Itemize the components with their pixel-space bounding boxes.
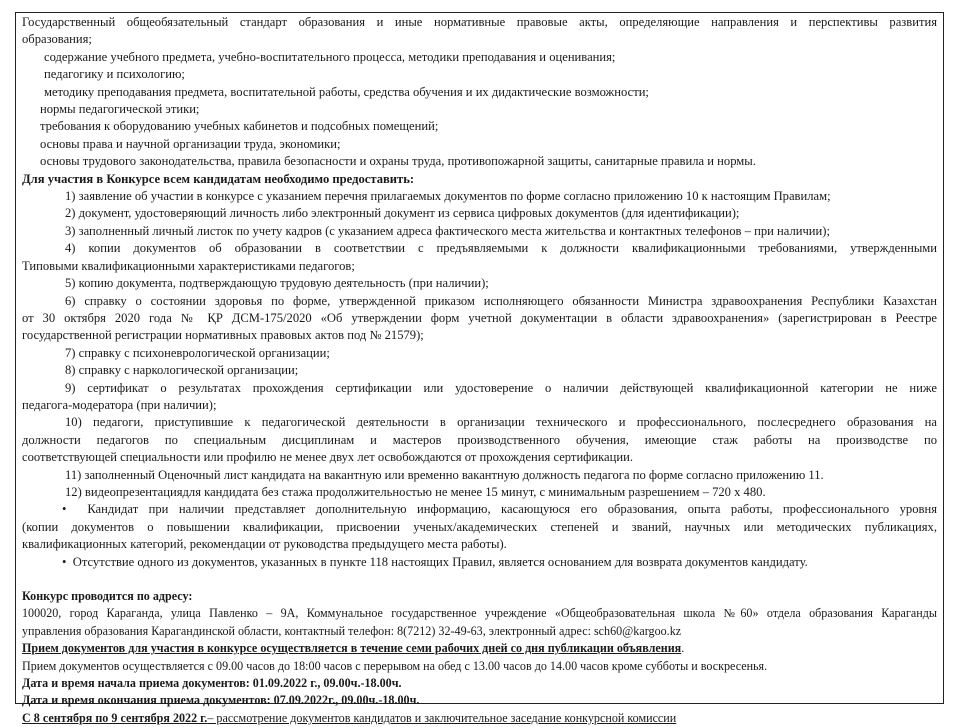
bullet-item xyxy=(22,554,937,571)
requirement-line: соответствующей специальности или профилю не менее двух лет освобождаются от прохождения сертификации. xyxy=(22,450,633,465)
knowledge-item: требования к оборудованию учебных кабинетов и подсобных помещений; xyxy=(40,119,439,134)
requirement-line: Типовыми квалификационными характеристиками педагогов; xyxy=(22,258,355,273)
requirement-item: 11) заполненный Оценочный лист кандидата на вакантную или временно вакантную должность педагога по форме согласно приложению 11. xyxy=(65,467,824,482)
end-date: Дата и время окончания приема документов: 07.09.2022г., 09.00ч.-18.00ч. xyxy=(22,693,420,708)
requirement-item: 8) справку с наркологической организации; xyxy=(65,363,299,378)
requirement-line: педагога-модератора (при наличии); xyxy=(22,397,217,412)
requirement-item: 12) видеопрезентациядля кандидата без стажа продолжительностью не менее 15 минут, с минимальным разрешением – 720 х 480. xyxy=(65,484,766,499)
address-text: управления образования Карагандинской области, контактный телефон: 8(7212) 32-49-63, электронный адрес: xyxy=(22,623,594,638)
requirement-item: 1) заявление об участии в конкурсе с указанием перечня прилагаемых документов по форме согласно приложению 10 к настоящим Правилам; xyxy=(65,189,831,204)
spacer xyxy=(22,571,937,588)
knowledge-list xyxy=(22,49,937,171)
review-dates-text: – рассмотрение документов кандидатов и заключительное заседание конкурсной комиссии xyxy=(207,710,677,725)
bullet-icon: • xyxy=(62,554,73,569)
knowledge-item: методику преподавания предмета, воспитательной работы, средства обучения и их дидактические возможности; xyxy=(44,84,649,99)
bullet-line: (копии документов о повышении квалификации, присвоении ученых/академических степеней и званий, научных или методических публикациях, xyxy=(22,519,937,534)
review-dates xyxy=(22,710,937,727)
document-page xyxy=(15,12,944,725)
intro-line: образования; xyxy=(22,32,92,47)
requirement-line: 6) справку о состоянии здоровья по форме, утвержденной приказом исполняющего обязанности Министра здравоохранения Республики Казахстан xyxy=(65,293,937,308)
requirement-item xyxy=(22,240,937,275)
intro-line: Государственный общеобязательный стандарт образования и иные нормативные правовые акты, определяющие направления и перспективы развития xyxy=(22,15,937,29)
bullet-text: Отсутствие одного из документов, указанных в пункте 118 настоящих Правил, является основанием для возврата документов кандидату. xyxy=(72,554,808,569)
acceptance-notice-text: Прием документов для участия в конкурсе осуществляется в течение семи рабочих дней со дня публикации объявления xyxy=(22,641,682,656)
knowledge-item: педагогику и психологию; xyxy=(44,67,185,82)
requirement-line: 9) сертификат о результатах прохождения сертификации или удостоверение о наличии действующей квалификационной категории не ниже xyxy=(65,380,937,395)
bullet-icon: • xyxy=(62,502,88,517)
knowledge-item: основы права и научной организации труда, экономики; xyxy=(40,136,341,151)
acceptance-hours: Прием документов осуществляется с 09.00 часов до 18:00 часов с перерывом на обед с 13.00 часов до 14.00 часов кроме субботы и воскресенья. xyxy=(22,658,768,673)
knowledge-item: основы трудового законодательства, правила безопасности и охраны труда, противопожарной защиты, санитарные правила и нормы. xyxy=(40,154,756,169)
acceptance-notice-end: . xyxy=(681,641,685,656)
bullet-line xyxy=(22,554,937,571)
bullet-line: квалификационных категорий, рекомендации от руководства предыдущего места работы). xyxy=(22,537,507,552)
requirement-item: 3) заполненный личный листок по учету кадров (с указанием адреса фактического места жительства и контактных телефонов – при наличии); xyxy=(65,223,830,238)
bullet-line xyxy=(22,501,937,518)
requirement-line: 4) копии документов об образовании в соответствии с предъявляемыми к должности квалификационными требованиями, утвержденными xyxy=(65,241,937,256)
start-date: Дата и время начала приема документов: 01.09.2022 г., 09.00ч.-18.00ч. xyxy=(22,676,402,691)
requirement-item xyxy=(22,414,937,466)
acceptance-notice xyxy=(22,640,937,657)
address-line xyxy=(22,623,937,640)
requirement-line: должности педагогов по специальным дисциплинам и мастеров производственного обучения, имеющие стаж работы на производстве по xyxy=(22,432,937,447)
email-link[interactable]: sch60@kargoo.kz xyxy=(593,623,682,638)
review-dates-bold: С 8 сентября по 9 сентября 2022 г. xyxy=(22,710,208,725)
contest-info xyxy=(22,588,937,727)
requirements-heading: Для участия в Конкурсе всем кандидатам необходимо предоставить: xyxy=(22,171,415,186)
requirement-item: 2) документ, удостоверяющий личность либо электронный документ из сервиса цифровых документов (для идентификации); xyxy=(65,206,740,221)
address-heading: Конкурс проводится по адресу: xyxy=(22,589,193,603)
requirement-line: 10) педагоги, приступившие к педагогической деятельности в организации технического и профессионального, послесреднего образования на xyxy=(65,415,937,430)
requirement-item: 5) копию документа, подтверждающую трудовую деятельность (при наличии); xyxy=(65,276,489,291)
requirement-line: от 30 октября 2020 года № ҚР ДСМ-175/2020 «Об утверждении форм учетной документации в области здравоохранения» (зарегистрирован в Реестре xyxy=(22,310,937,325)
address-line: 100020, город Караганда, улица Павленко – 9А, Коммунальное государственное учреждение «Общеобразовательная школа №60» отдела образования Караганды xyxy=(22,606,937,621)
requirement-item xyxy=(22,293,937,345)
requirements-list xyxy=(22,188,937,501)
requirement-line: государственной регистрации нормативных правовых актов под № 21579); xyxy=(22,328,424,343)
requirement-item: 7) справку с психоневрологической организации; xyxy=(65,345,330,360)
knowledge-item: нормы педагогической этики; xyxy=(40,102,200,117)
bullet-item xyxy=(22,501,937,553)
requirement-item xyxy=(22,380,937,415)
bullet-text: Кандидат при наличии представляет дополнительную информацию, касающуюся его образования, опыта работы, профессионального уровня xyxy=(87,502,937,517)
bullet-list xyxy=(22,501,937,571)
knowledge-item: содержание учебного предмета, учебно-воспитательного процесса, методики преподавания и оценивания; xyxy=(44,49,616,64)
